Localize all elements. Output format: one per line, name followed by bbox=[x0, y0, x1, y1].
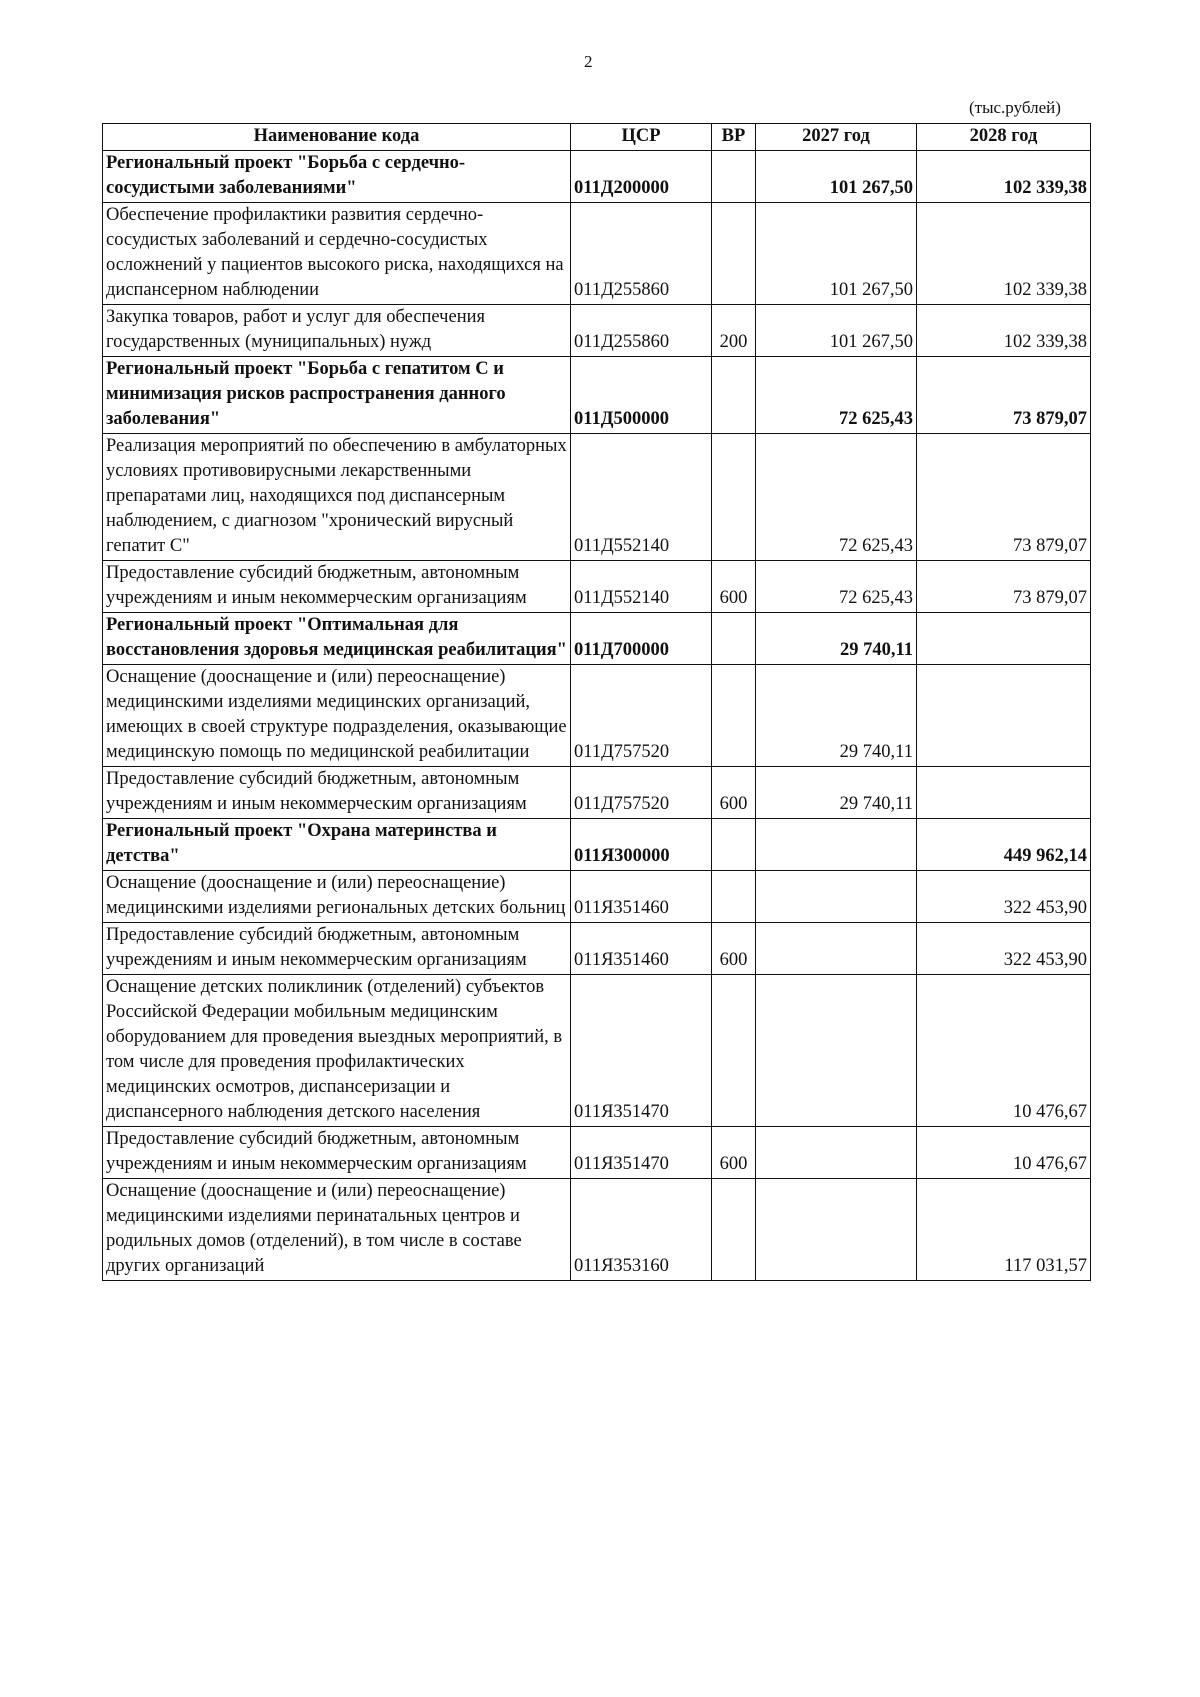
row-2027-cell: 72 625,43 bbox=[756, 434, 917, 561]
row-csr-cell: 011Д200000 bbox=[571, 151, 712, 203]
row-2027-cell: 29 740,11 bbox=[756, 613, 917, 665]
table-row bbox=[103, 305, 1091, 357]
row-vr-cell bbox=[712, 819, 756, 871]
row-vr-cell bbox=[712, 357, 756, 434]
budget-table bbox=[102, 123, 1091, 1281]
row-vr-cell: 600 bbox=[712, 1127, 756, 1179]
row-name-cell: Региональный проект "Охрана материнства и детства" bbox=[103, 819, 571, 871]
row-name-cell: Оснащение (дооснащение и (или) переоснащение) медицинскими изделиями медицинских организаций, имеющих в своей структуре подразделения, оказывающие медицинскую помощь по медицинской реабилитации bbox=[103, 665, 571, 767]
project-row bbox=[103, 151, 1091, 203]
row-vr-cell: 600 bbox=[712, 923, 756, 975]
header-2027: 2027 год bbox=[756, 124, 917, 151]
row-csr-cell: 011Д500000 bbox=[571, 357, 712, 434]
row-csr-cell: 011Я351470 bbox=[571, 1127, 712, 1179]
unit-note: (тыс.рублей) bbox=[969, 98, 1061, 117]
row-2028-cell: 117 031,57 bbox=[917, 1179, 1091, 1281]
row-2027-cell bbox=[756, 871, 917, 923]
header-csr: ЦСР bbox=[571, 124, 712, 151]
row-csr-cell: 011Д757520 bbox=[571, 665, 712, 767]
row-name-cell: Оснащение (дооснащение и (или) переоснащение) медицинскими изделиями региональных детских больниц bbox=[103, 871, 571, 923]
row-2027-cell: 29 740,11 bbox=[756, 665, 917, 767]
row-csr-cell: 011Я351460 bbox=[571, 871, 712, 923]
header-name: Наименование кода bbox=[103, 124, 571, 151]
header-vr: ВР bbox=[712, 124, 756, 151]
project-row bbox=[103, 613, 1091, 665]
row-vr-cell bbox=[712, 871, 756, 923]
row-2028-cell: 102 339,38 bbox=[917, 203, 1091, 305]
row-2028-cell: 449 962,14 bbox=[917, 819, 1091, 871]
row-name-cell: Региональный проект "Борьба с гепатитом С и минимизация рисков распространения данного заболевания" bbox=[103, 357, 571, 434]
row-2028-cell bbox=[917, 665, 1091, 767]
table-row bbox=[103, 871, 1091, 923]
row-2027-cell bbox=[756, 1127, 917, 1179]
row-2027-cell: 29 740,11 bbox=[756, 767, 917, 819]
row-csr-cell: 011Д255860 bbox=[571, 203, 712, 305]
table-row bbox=[103, 923, 1091, 975]
table-row bbox=[103, 1179, 1091, 1281]
row-csr-cell: 011Д255860 bbox=[571, 305, 712, 357]
row-vr-cell bbox=[712, 1179, 756, 1281]
row-2027-cell: 101 267,50 bbox=[756, 151, 917, 203]
row-csr-cell: 011Д700000 bbox=[571, 613, 712, 665]
row-name-cell: Оснащение детских поликлиник (отделений) субъектов Российской Федерации мобильным медицинским оборудованием для проведения выездных мероприятий, в том числе для проведения профилактических медицинских осмотров, диспансеризации и диспансерного наблюдения детского населения bbox=[103, 975, 571, 1127]
header-2028: 2028 год bbox=[917, 124, 1091, 151]
row-csr-cell: 011Д757520 bbox=[571, 767, 712, 819]
table-row bbox=[103, 975, 1091, 1127]
table-header-row bbox=[103, 124, 1091, 151]
row-2028-cell: 73 879,07 bbox=[917, 357, 1091, 434]
row-vr-cell bbox=[712, 613, 756, 665]
table-row bbox=[103, 203, 1091, 305]
row-vr-cell bbox=[712, 434, 756, 561]
row-name-cell: Закупка товаров, работ и услуг для обеспечения государственных (муниципальных) нужд bbox=[103, 305, 571, 357]
row-name-cell: Предоставление субсидий бюджетным, автономным учреждениям и иным некоммерческим организациям bbox=[103, 923, 571, 975]
row-2028-cell: 102 339,38 bbox=[917, 151, 1091, 203]
row-name-cell: Реализация мероприятий по обеспечению в амбулаторных условиях противовирусными лекарственными препаратами лиц, находящихся под диспансерным наблюдением, с диагнозом "хронический вирусный гепатит С" bbox=[103, 434, 571, 561]
row-vr-cell bbox=[712, 203, 756, 305]
row-2028-cell bbox=[917, 767, 1091, 819]
row-vr-cell: 200 bbox=[712, 305, 756, 357]
table-row bbox=[103, 561, 1091, 613]
row-csr-cell: 011Д552140 bbox=[571, 434, 712, 561]
project-row bbox=[103, 819, 1091, 871]
table-row bbox=[103, 665, 1091, 767]
row-2028-cell: 322 453,90 bbox=[917, 871, 1091, 923]
row-2027-cell bbox=[756, 1179, 917, 1281]
row-vr-cell bbox=[712, 151, 756, 203]
row-2027-cell: 72 625,43 bbox=[756, 561, 917, 613]
row-name-cell: Предоставление субсидий бюджетным, автономным учреждениям и иным некоммерческим организациям bbox=[103, 767, 571, 819]
table-row bbox=[103, 1127, 1091, 1179]
page-number: 2 bbox=[584, 52, 593, 71]
row-2027-cell bbox=[756, 975, 917, 1127]
table-row bbox=[103, 767, 1091, 819]
row-csr-cell: 011Я351470 bbox=[571, 975, 712, 1127]
row-csr-cell: 011Я300000 bbox=[571, 819, 712, 871]
row-2027-cell bbox=[756, 923, 917, 975]
row-vr-cell: 600 bbox=[712, 767, 756, 819]
row-2028-cell: 322 453,90 bbox=[917, 923, 1091, 975]
row-2027-cell bbox=[756, 819, 917, 871]
row-vr-cell bbox=[712, 665, 756, 767]
row-name-cell: Предоставление субсидий бюджетным, автономным учреждениям и иным некоммерческим организациям bbox=[103, 1127, 571, 1179]
row-csr-cell: 011Я353160 bbox=[571, 1179, 712, 1281]
row-name-cell: Обеспечение профилактики развития сердечно-сосудистых заболеваний и сердечно-сосудистых осложнений у пациентов высокого риска, находящихся на диспансерном наблюдении bbox=[103, 203, 571, 305]
row-2028-cell: 73 879,07 bbox=[917, 561, 1091, 613]
row-name-cell: Оснащение (дооснащение и (или) переоснащение) медицинскими изделиями перинатальных центров и родильных домов (отделений), в том числе в составе других организаций bbox=[103, 1179, 571, 1281]
row-name-cell: Региональный проект "Оптимальная для восстановления здоровья медицинская реабилитация" bbox=[103, 613, 571, 665]
row-2028-cell: 10 476,67 bbox=[917, 1127, 1091, 1179]
row-csr-cell: 011Я351460 bbox=[571, 923, 712, 975]
row-vr-cell bbox=[712, 975, 756, 1127]
row-2027-cell: 101 267,50 bbox=[756, 305, 917, 357]
row-csr-cell: 011Д552140 bbox=[571, 561, 712, 613]
table-body bbox=[103, 151, 1091, 1281]
row-2028-cell: 10 476,67 bbox=[917, 975, 1091, 1127]
table-row bbox=[103, 434, 1091, 561]
row-2027-cell: 101 267,50 bbox=[756, 203, 917, 305]
row-2028-cell: 73 879,07 bbox=[917, 434, 1091, 561]
row-name-cell: Региональный проект "Борьба с сердечно-сосудистыми заболеваниями" bbox=[103, 151, 571, 203]
row-2028-cell: 102 339,38 bbox=[917, 305, 1091, 357]
row-2027-cell: 72 625,43 bbox=[756, 357, 917, 434]
project-row bbox=[103, 357, 1091, 434]
row-2028-cell bbox=[917, 613, 1091, 665]
row-name-cell: Предоставление субсидий бюджетным, автономным учреждениям и иным некоммерческим организациям bbox=[103, 561, 571, 613]
row-vr-cell: 600 bbox=[712, 561, 756, 613]
